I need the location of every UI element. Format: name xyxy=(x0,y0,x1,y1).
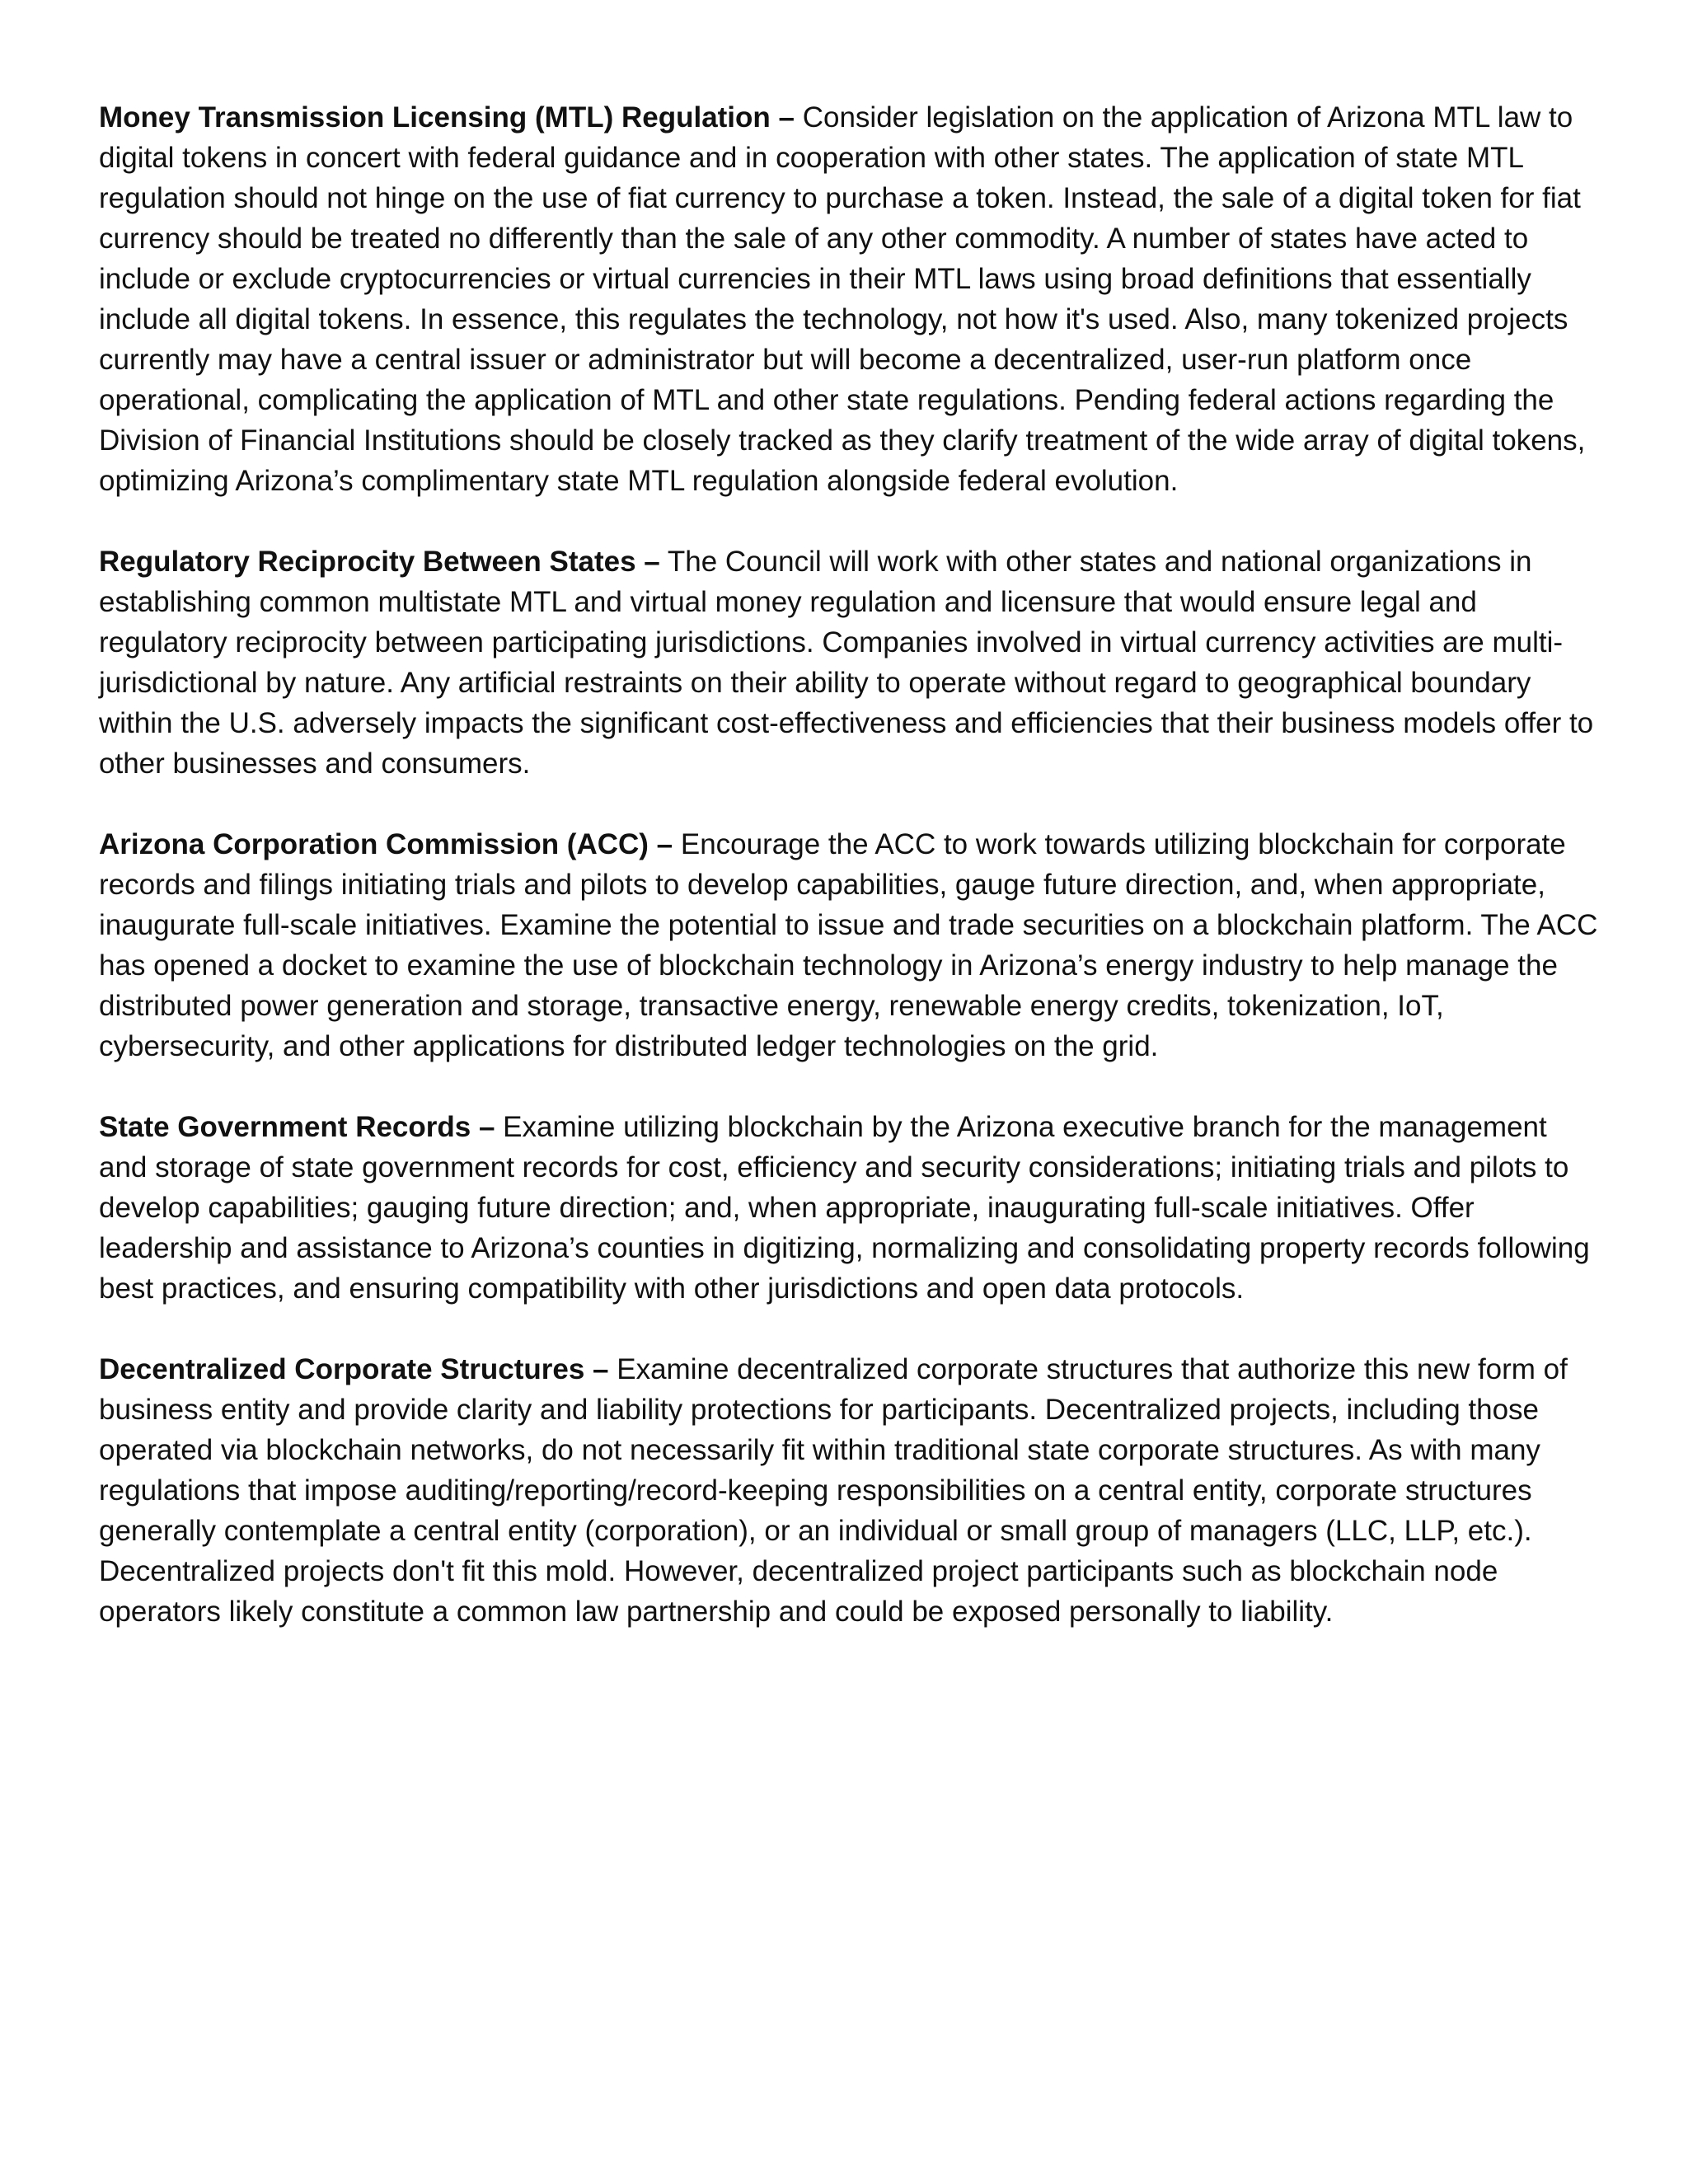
section-mtl-regulation xyxy=(99,97,1599,501)
section-state-government-records xyxy=(99,1107,1599,1309)
section-title: Money Transmission Licensing (MTL) Regulation – xyxy=(99,101,795,134)
section-body: Encourage the ACC to work towards utilizing blockchain for corporate records and filings initiating trials and pilots to develop capabilities, gauge future direction, and, when appropriate, inaugurate full-scale initiatives. Examine the potential to issue and trade securities on a blockchain platform. The ACC has opened a docket to examine the use of blockchain technology in Arizona’s energy industry to help manage the distributed power generation and storage, transactive energy, renewable energy credits, tokenization, IoT, cybersecurity, and other applications for distributed ledger technologies on the grid. xyxy=(99,828,1598,1062)
section-decentralized-corporate-structures xyxy=(99,1349,1599,1632)
section-title: Arizona Corporation Commission (ACC) – xyxy=(99,828,673,860)
section-body: Examine utilizing blockchain by the Arizona executive branch for the management and storage of state government records for cost, efficiency and security considerations; initiating trials and pilots to develop capabilities; gauging future direction; and, when appropriate, inaugurating full-scale initiatives. Offer leadership and assistance to Arizona’s counties in digitizing, normalizing and consolidating property records following best practices, and ensuring compatibility with other jurisdictions and open data protocols. xyxy=(99,1111,1590,1305)
section-body: Examine decentralized corporate structures that authorize this new form of business entity and provide clarity and liability protections for participants. Decentralized projects, including those operated via blockchain networks, do not necessarily fit within traditional state corporate structures. As with many regulations that impose auditing/reporting/record-keeping responsibilities on a central entity, corporate structures generally contemplate a central entity (corporation), or an individual or small group of managers (LLC, LLP, etc.). Decentralized projects don't fit this mold. However, decentralized project participants such as blockchain node operators likely constitute a common law partnership and could be exposed personally to liability. xyxy=(99,1353,1568,1628)
section-arizona-corporation-commission xyxy=(99,824,1599,1066)
section-title: State Government Records – xyxy=(99,1111,495,1143)
document-page xyxy=(99,97,1599,1672)
section-body: The Council will work with other states and national organizations in establishing common multistate MTL and virtual money regulation and licensure that would ensure legal and regulatory reciprocity between participating jurisdictions. Companies involved in virtual currency activities are multi-jurisdictional by nature. Any artificial restraints on their ability to operate without regard to geographical boundary within the U.S. adversely impacts the significant cost-effectiveness and efficiencies that their business models offer to other businesses and consumers. xyxy=(99,546,1594,780)
section-title: Decentralized Corporate Structures – xyxy=(99,1353,609,1385)
section-body: Consider legislation on the application of Arizona MTL law to digital tokens in concert with federal guidance and in cooperation with other states. The application of state MTL regulation should not hinge on the use of fiat currency to purchase a token. Instead, the sale of a digital token for fiat currency should be treated no differently than the sale of any other commodity. A number of states have acted to include or exclude cryptocurrencies or virtual currencies in their MTL laws using broad definitions that essentially include all digital tokens. In essence, this regulates the technology, not how it's used. Also, many tokenized projects currently may have a central issuer or administrator but will become a decentralized, user-run platform once operational, complicating the application of MTL and other state regulations. Pending federal actions regarding the Division of Financial Institutions should be closely tracked as they clarify treatment of the wide array of digital tokens, optimizing Arizona’s complimentary state MTL regulation alongside federal evolution. xyxy=(99,101,1586,497)
section-title: Regulatory Reciprocity Between States – xyxy=(99,546,660,578)
section-regulatory-reciprocity xyxy=(99,541,1599,784)
